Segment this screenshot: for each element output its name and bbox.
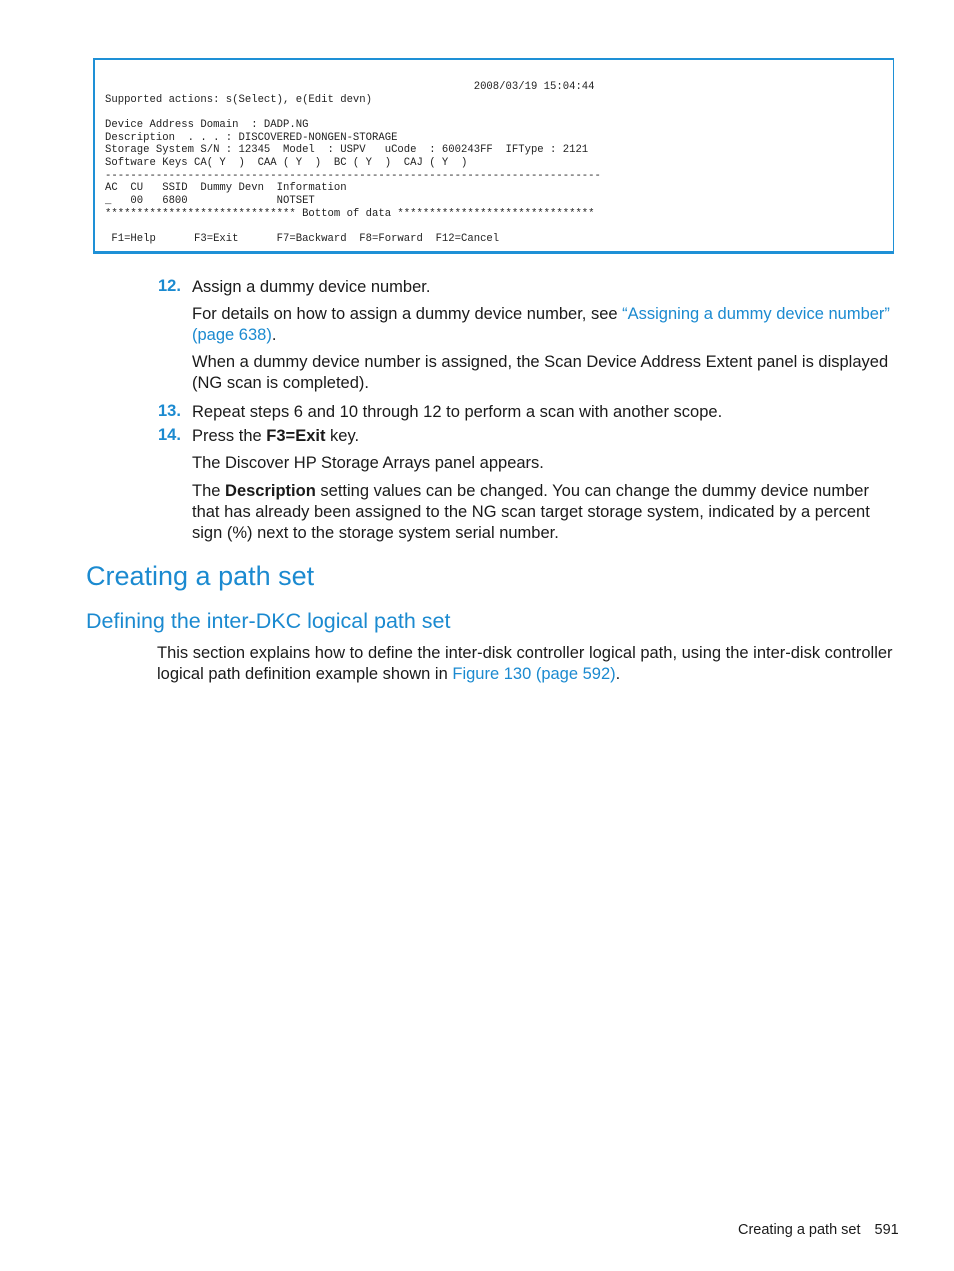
step-13-number: 13.	[158, 402, 181, 420]
section-body-prefix: This section explains how to define the inter-disk controller logical path, using the inter-disk controller logical path definition example shown in	[157, 644, 893, 683]
step-12-detail-prefix: For details on how to assign a dummy device number, see	[192, 305, 623, 323]
assigning-dummy-device-link[interactable]: “Assigning a dummy device number” (page 638)	[192, 305, 890, 344]
f3-exit-key: F3=Exit	[266, 427, 326, 445]
section-heading: Creating a path set	[86, 561, 315, 591]
step-14-number: 14.	[158, 426, 181, 444]
step-14-prefix: Press the	[192, 427, 267, 445]
step-12-number: 12.	[158, 277, 181, 295]
step-12-text: Assign a dummy device number.	[192, 278, 431, 296]
step-12-detail-suffix: .	[271, 326, 277, 344]
section-body	[157, 643, 899, 685]
step-14-note	[192, 481, 898, 544]
footer-title: Creating a path set	[738, 1222, 861, 1238]
page-number: 591	[874, 1222, 899, 1238]
subsection-heading: Defining the inter-DKC logical path set	[86, 609, 451, 633]
step-12-result: When a dummy device number is assigned, the Scan Device Address Extent panel is displayed (NG scan is completed).	[192, 353, 889, 392]
step-12-detail	[192, 304, 898, 346]
figure-130-link[interactable]: Figure 130 (page 592)	[452, 665, 616, 683]
terminal-text: 2008/03/19 15:04:44 Supported actions: s(Select), e(Edit devn) Device Address Domain : DADP.NG Description . . . : DISCOVERED-NONGEN-STORAGE Storage System S/N : 12345 Model : USPV uCode : 600243FF IFType : 2121 Software Keys CA( Y ) CAA ( Y ) BC ( Y ) CAJ ( Y ) ------------------------------------------------------------------------------ AC CU SSID Dummy Devn Information _ 00 6800 NOTSET ****************************** Bottom of data ******************************* F1=Help F3=Exit F7=Backward F8=Forward F12=Cancel	[105, 81, 601, 245]
page-footer	[738, 1222, 899, 1238]
description-term: Description	[225, 482, 316, 500]
step-13-text: Repeat steps 6 and 10 through 12 to perform a scan with another scope.	[192, 403, 723, 421]
step-14-note-suffix: setting values can be changed. You can change the dummy device number that has already been assigned to the NG scan target storage system, indicated by a percent sign (%) next to the storage system serial number.	[192, 482, 870, 542]
section-body-suffix: .	[615, 665, 621, 683]
step-14-result: The Discover HP Storage Arrays panel appears.	[192, 454, 544, 472]
step-14-suffix: key.	[325, 427, 360, 445]
step-14-text	[192, 426, 898, 447]
step-14-note-prefix: The	[192, 482, 226, 500]
terminal-screenshot	[93, 58, 894, 254]
